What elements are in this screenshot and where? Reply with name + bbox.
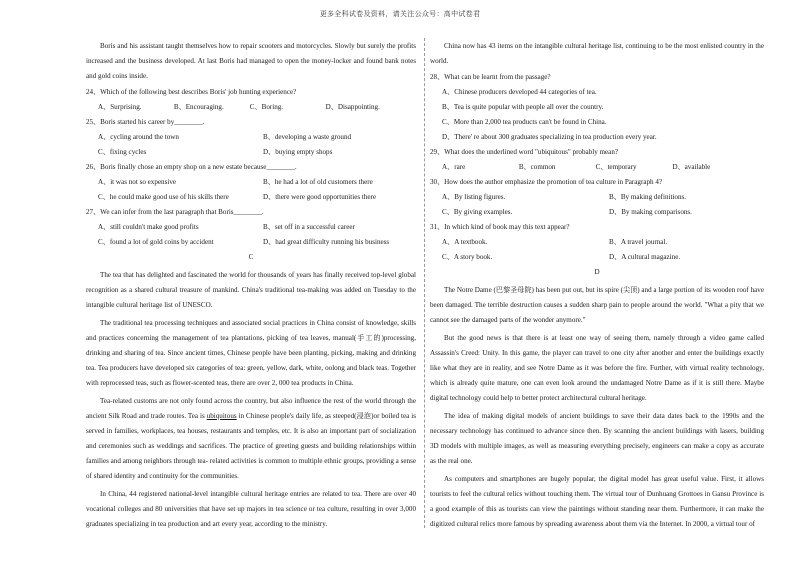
option-b: B、set off in a successful career xyxy=(263,223,355,231)
question-31 xyxy=(430,220,764,265)
options xyxy=(430,190,764,220)
question-28 xyxy=(430,70,764,145)
option-c: C、found a lot of gold coins by accident xyxy=(98,238,214,246)
passage-d-paragraph-4: As computers and smartphones are hugely popular, the digital model has great useful value. First, it allows tourists to feel the cultural relics without touching them. The virtual tour of Dunhuang Grottoes in Gansu Province is a good example of this as tourists can view the paintings without standing near them. Furthermore, it can make the digitized cultural relics more famous by spreading awareness about them via the Internet. In 2000, a virtual tour of xyxy=(430,475,764,528)
option-c: C、temporary xyxy=(595,163,637,171)
option-c: C、Boring. xyxy=(249,103,284,111)
option-b: B、Encouraging. xyxy=(173,103,224,111)
option-a: A、still couldn't make good profits xyxy=(98,223,199,231)
option-a: A、Chinese producers developed 44 categories of tea. xyxy=(442,88,597,96)
option-c: C、By giving examples. xyxy=(442,208,513,216)
option-c: C、he could make good use of his skills there xyxy=(98,193,229,201)
option-b: B、developing a waste ground xyxy=(263,133,352,141)
option-d: D、there were good opportunities there xyxy=(263,193,377,201)
passage-c-paragraph-5: China now has 43 items on the intangible cultural heritage list, continuing to be the most enlisted country in the world. xyxy=(430,42,764,65)
question-stem: 30、How does the author emphasize the promotion of tea culture in Paragraph 4? xyxy=(430,178,663,186)
options xyxy=(86,175,416,205)
underlined-word: ubiquitous xyxy=(206,412,237,420)
passage-c-paragraph-3 xyxy=(86,394,416,484)
question-stem: 29、What does the underlined word "ubiquitous" probably mean? xyxy=(430,148,619,156)
option-a: A、it was not so expensive xyxy=(98,178,177,186)
options xyxy=(86,130,416,160)
option-d: D、Disappointing. xyxy=(325,103,380,111)
option-d: D、available xyxy=(672,163,711,171)
passage-c-paragraph-4: In China, 44 registered national-level intangible cultural heritage entries are related to tea. There are over 40 vocational colleges and 80 universities that have set up majors in tea science or tea culture, resulting in over 3,000 graduates specializing in tea production and art every year, according to the ministry. xyxy=(86,490,416,528)
option-b: B、By making definitions. xyxy=(609,193,687,201)
option-a: A、cycling around the town xyxy=(98,133,179,141)
option-c: C、fixing cycles xyxy=(98,148,147,156)
options xyxy=(430,160,764,175)
question-stem: 25、Boris started his career by________. xyxy=(86,118,205,126)
option-d: D、A cultural magazine. xyxy=(609,253,681,261)
column-divider xyxy=(424,38,425,528)
question-27 xyxy=(86,205,416,250)
question-26 xyxy=(86,160,416,205)
left-column xyxy=(86,39,416,533)
question-stem: 24、Which of the following best describes Boris' job hunting experience? xyxy=(86,88,297,96)
options xyxy=(430,235,764,265)
passage-c-paragraph-2: The traditional tea processing techniques and associated social practices in China consist of knowledge, skills and practices concerning the management of tea plantations, picking of tea leaves, manual(手工的)processing, drinking and sharing of tea. Since ancient times, Chinese people have been planting, picking, making and drinking tea. Tea producers have developed six categories of tea: green, yellow, dark, white, oolong and black teas. Together with reprocessed teas, such as flower-scented teas, there are over 2, 000 tea products in China. xyxy=(86,319,416,387)
passage-d-paragraph-3: The idea of making digital models of ancient buildings to save their data dates back to the 1990s and the necessary technology has continued to advance since then. By scanning the ancient buildings with lasers, building 3D models with multiple images, as well as measuring everything precisely, engineers can make a copy as accurate as the real one. xyxy=(430,412,764,465)
question-stem: 28、What can be learnt from the passage? xyxy=(430,73,551,81)
question-stem: 27、We can infer from the last paragraph that Boris________. xyxy=(86,208,264,216)
question-25 xyxy=(86,115,416,160)
question-24 xyxy=(86,85,416,115)
question-30 xyxy=(430,175,764,220)
right-column xyxy=(430,39,764,533)
passage-d-paragraph-2: But the good news is that there is at least one way of seeing them, namely through a video game called Assassin's Creed: Unity. In this game, the player can travel to one city after another and enter the buildings exactly like what they are in reality, and see Notre Dame as it was before the fire. Further, with virtual reality technology, which is already quite mature, one can even look around the undamaged Notre Dame as if it is still there. Maybe digital technology could help to better protect architectural cultural heritage. xyxy=(430,334,764,402)
passage-d-paragraph-1: The Notre Dame (巴黎圣母院) has been put out, but its spire (尖顶) and a large portion of its wooden roof have been damaged. The terrible destruction causes a sudden sharp pain to people around the world. "What a pity that we cannot see the damaged parts of the wonder anymore." xyxy=(430,286,764,324)
option-a: A、A textbook. xyxy=(442,238,488,246)
paragraph-text: Tea-related customs are not only found across the country, but also influence the rest of the world through the ancient Silk Road and trade routes. Tea is xyxy=(86,397,416,420)
option-a: A、By listing figures. xyxy=(442,193,506,201)
intro-paragraph: Boris and his assistant taught themselves how to repair scooters and motorcycles. Slowly but surely the profits increased and the business developed. At last Boris had managed to open the money-locker and found bank notes and gold coins inside. xyxy=(86,42,416,80)
section-letter-d: D xyxy=(594,268,600,276)
options xyxy=(86,220,416,250)
option-b: B、he had a lot of old customers there xyxy=(263,178,373,186)
option-d: D、buying empty shops xyxy=(263,148,333,156)
option-b: B、common xyxy=(518,163,556,171)
option-b: B、Tea is quite popular with people all over the country. xyxy=(442,103,604,111)
passage-c-paragraph-1: The tea that has delighted and fascinated the world for thousands of years has finally received top-level global recognition as a shared cultural treasure of mankind. China's traditional tea-making was added on Tuesday to the intangible cultural heritage list of UNESCO. xyxy=(86,271,416,309)
option-b: B、A travel journal. xyxy=(609,238,668,246)
question-29 xyxy=(430,145,764,175)
paragraph-text: in Chinese people's daily life, as steeped(浸泡)or boiled tea is served in families, workplaces, tea houses, restaurants and temples, etc. It is also an important part of socialization and ceremonies such as weddings and sacrifices. The practice of greeting guests and building relationships within families and among neighbors through tea- related activities is common to multiple ethnic groups, providing a sense of shared identity and continuity for the communities. xyxy=(86,412,416,480)
question-stem: 31、In which kind of book may this text appear? xyxy=(430,223,570,231)
options xyxy=(86,100,416,115)
option-d: D、By making comparisons. xyxy=(609,208,692,216)
section-letter-c: C xyxy=(248,253,254,261)
header-banner: 更多全科试卷及资料，请关注公众号：高中试卷君 xyxy=(319,10,481,18)
option-d: D、There' re about 300 graduates specializing in tea production every year. xyxy=(442,133,657,141)
option-c: C、A story book. xyxy=(442,253,493,261)
option-a: A、Surprising. xyxy=(98,103,142,111)
option-d: D、had great difficulty running his business xyxy=(263,238,390,246)
option-c: C、More than 2,000 tea products can't be found in China. xyxy=(442,118,607,126)
question-stem: 26、Boris finally chose an empty shop on a new estate because________. xyxy=(86,163,297,171)
option-a: A、rare xyxy=(442,163,466,171)
